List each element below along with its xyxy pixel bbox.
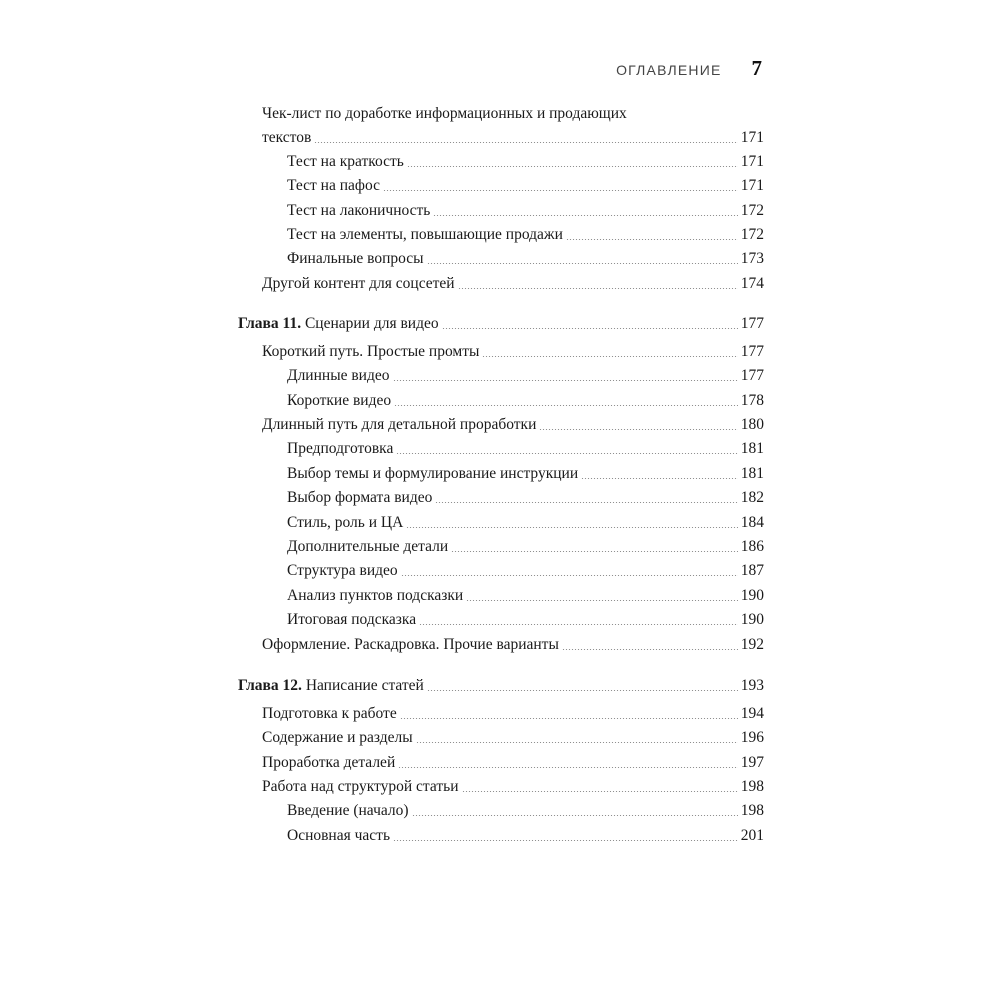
dot-leader <box>383 190 738 191</box>
dot-leader <box>407 166 738 167</box>
dot-leader <box>406 527 737 528</box>
toc-entry <box>287 224 764 246</box>
toc-entry <box>287 438 764 460</box>
toc-entry-first-line: Чек-лист по доработке информационных и продающих <box>262 105 627 122</box>
dot-leader <box>458 288 738 289</box>
toc-page-number: 177 <box>740 367 764 384</box>
toc-entry-title: Стиль, роль и ЦА <box>287 514 404 531</box>
dot-leader <box>416 742 738 743</box>
toc-page-number: 173 <box>740 250 764 267</box>
toc-entry <box>287 536 764 558</box>
toc-page-number: 192 <box>740 636 764 653</box>
dot-leader <box>393 380 738 381</box>
dot-leader <box>566 239 738 240</box>
dot-leader <box>419 624 738 625</box>
toc-page-number: 190 <box>740 587 764 604</box>
running-header <box>616 56 762 81</box>
toc-entry <box>287 487 764 509</box>
toc-entry-title: Итоговая подсказка <box>287 611 417 628</box>
toc-entry-title: Финальные вопросы <box>287 250 424 267</box>
toc-entry-title: Основная часть <box>287 827 391 844</box>
toc-page-number: 171 <box>740 177 764 194</box>
running-header-title: ОГЛАВЛЕНИЕ <box>616 62 722 78</box>
toc-entry <box>262 776 764 798</box>
toc-entry-title: Тест на элементы, повышающие продажи <box>287 226 563 243</box>
toc-page-number: 198 <box>740 802 764 819</box>
dot-leader <box>539 429 737 430</box>
dot-leader <box>462 791 738 792</box>
dot-leader <box>398 767 738 768</box>
toc-entry-title: Другой контент для соцсетей <box>262 275 455 292</box>
dot-leader <box>435 502 737 503</box>
toc-entry-title: Дополнительные детали <box>287 538 449 555</box>
toc-entry-title: Подготовка к работе <box>262 705 397 722</box>
dot-leader <box>466 600 738 601</box>
toc-page-number: 177 <box>740 315 764 332</box>
toc-page-number: 190 <box>740 611 764 628</box>
toc-page-number: 184 <box>740 514 764 531</box>
dot-leader <box>427 690 738 691</box>
toc-entry <box>262 634 764 656</box>
toc-page-number: 180 <box>740 416 764 433</box>
dot-leader <box>482 356 737 357</box>
toc-chapter-entry <box>238 675 764 697</box>
toc-entry-title: Содержание и разделы <box>262 729 413 746</box>
toc-page-number: 178 <box>740 392 764 409</box>
toc-entry <box>287 151 764 173</box>
toc-page-number: 174 <box>740 275 764 292</box>
toc-entry <box>262 727 764 749</box>
toc-entry <box>287 512 764 534</box>
toc-page-number: 181 <box>740 465 764 482</box>
toc-entry <box>287 390 764 412</box>
toc-entry-title: Короткий путь. Простые промты <box>262 343 480 360</box>
toc-entry-title: Проработка деталей <box>262 754 396 771</box>
toc-page-number: 194 <box>740 705 764 722</box>
chapter-number: Глава 12. <box>238 677 302 694</box>
toc-page-number: 186 <box>740 538 764 555</box>
toc-entry-title: Структура видео <box>287 562 398 579</box>
toc-entry-title: Глава 11. Сценарии для видео <box>238 315 439 332</box>
dot-leader <box>401 575 738 576</box>
toc-entry <box>287 560 764 582</box>
toc-entry <box>262 341 764 363</box>
toc-page-number: 187 <box>740 562 764 579</box>
dot-leader <box>433 215 737 216</box>
toc-entry-title: Работа над структурой статьи <box>262 778 459 795</box>
toc-entry-title: Предподготовка <box>287 440 394 457</box>
toc-page-number: 201 <box>740 827 764 844</box>
dot-leader <box>394 405 738 406</box>
dot-leader <box>412 815 738 816</box>
toc-entry <box>287 248 764 270</box>
toc-entry <box>262 752 764 774</box>
toc-entry-title: Тест на пафос <box>287 177 380 194</box>
toc-page-number: 182 <box>740 489 764 506</box>
toc-page-number: 171 <box>740 129 764 146</box>
toc-page-number: 181 <box>740 440 764 457</box>
page-number: 7 <box>751 56 762 80</box>
toc-entry <box>262 273 764 295</box>
toc-entry <box>262 703 764 725</box>
toc-entry-title: Оформление. Раскадровка. Прочие варианты <box>262 636 559 653</box>
dot-leader <box>427 263 738 264</box>
toc-entry <box>287 463 764 485</box>
toc-page-number: 193 <box>740 677 764 694</box>
toc-entry-title: Короткие видео <box>287 392 392 409</box>
dot-leader <box>451 551 738 552</box>
toc-entry-title: Длинные видео <box>287 367 390 384</box>
toc-entry <box>287 825 764 847</box>
toc-entry-title: Выбор формата видео <box>287 489 433 506</box>
dot-leader <box>562 649 738 650</box>
dot-leader <box>396 453 737 454</box>
toc-entry <box>287 200 764 222</box>
toc-page-number: 197 <box>740 754 764 771</box>
toc-entry <box>262 414 764 436</box>
toc-entry-title: Анализ пунктов подсказки <box>287 587 464 604</box>
toc-entry-title: Тест на лаконичность <box>287 202 431 219</box>
toc-entry-title: Введение (начало) <box>287 802 409 819</box>
toc-page-number: 177 <box>740 343 764 360</box>
dot-leader <box>393 840 738 841</box>
toc-entry <box>287 365 764 387</box>
toc-page-number: 172 <box>740 202 764 219</box>
toc-entry-title: текстов <box>262 129 312 146</box>
toc-chapter-entry <box>238 313 764 335</box>
toc-page-number: 196 <box>740 729 764 746</box>
toc-page-number: 198 <box>740 778 764 795</box>
dot-leader <box>400 718 738 719</box>
dot-leader <box>581 478 738 479</box>
toc-entry-title: Глава 12. Написание статей <box>238 677 424 694</box>
dot-leader <box>314 142 737 143</box>
toc-entry-title: Тест на краткость <box>287 153 404 170</box>
toc-entry <box>287 609 764 631</box>
toc-entry-title: Выбор темы и формулирование инструкции <box>287 465 579 482</box>
toc-entry <box>287 585 764 607</box>
chapter-number: Глава 11. <box>238 315 302 332</box>
toc-entry-title: Длинный путь для детальной проработки <box>262 416 537 433</box>
toc-page-number: 171 <box>740 153 764 170</box>
toc-entry <box>287 800 764 822</box>
toc-entry <box>287 175 764 197</box>
dot-leader <box>442 328 738 329</box>
toc-page-number: 172 <box>740 226 764 243</box>
toc-entry <box>262 127 764 149</box>
